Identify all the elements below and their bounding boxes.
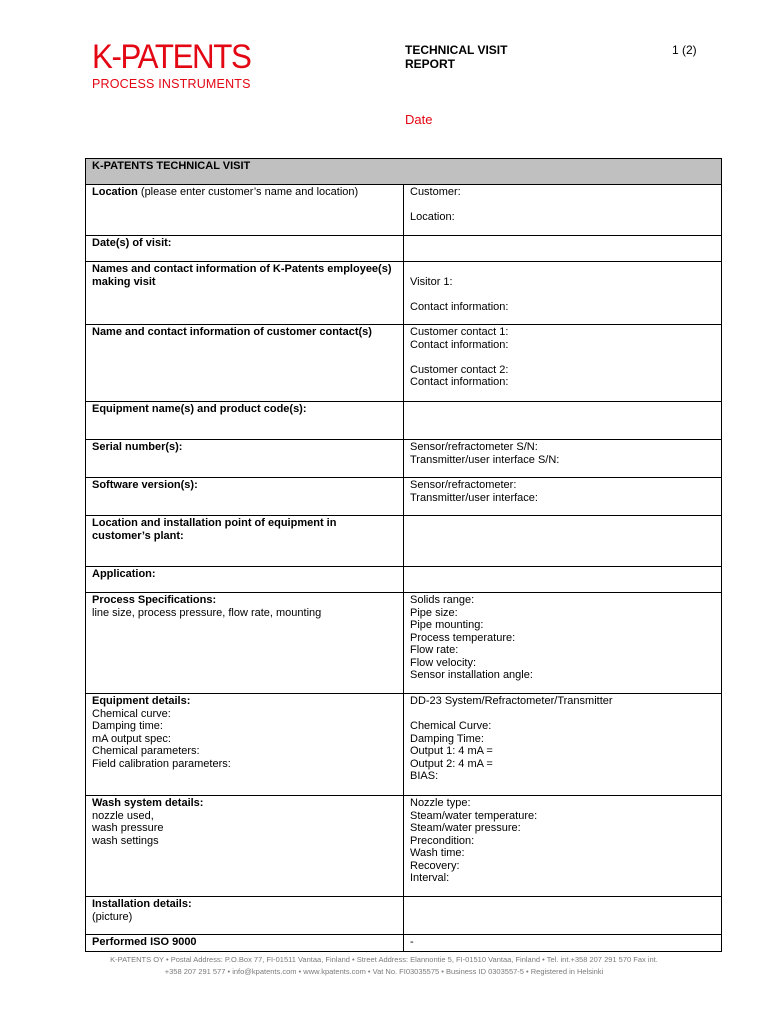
field-value[interactable] <box>404 185 722 236</box>
field-value-line: Contact information: <box>410 376 509 388</box>
field-value-line: Nozzle type: <box>410 797 471 809</box>
form-row <box>86 440 722 478</box>
field-label-note: (please enter customer’s name and location) <box>137 186 359 198</box>
field-label-title: Serial number(s): <box>92 441 183 453</box>
field-label <box>86 478 404 516</box>
field-label <box>86 440 404 478</box>
field-label-title: Date(s) of visit: <box>92 237 172 249</box>
field-label <box>86 325 404 402</box>
field-label <box>86 262 404 325</box>
form-row <box>86 593 722 694</box>
field-value-line: Wash time: <box>410 847 465 859</box>
title-line-2: REPORT <box>405 57 456 71</box>
field-label-title: Process Specifications: <box>92 594 217 606</box>
title-line-1: TECHNICAL VISIT <box>405 43 508 57</box>
field-value-line: Location: <box>410 211 455 223</box>
field-label <box>86 935 404 952</box>
form-row <box>86 897 722 935</box>
form-row <box>86 402 722 440</box>
field-value-line: Steam/water pressure: <box>410 822 521 834</box>
form-row <box>86 478 722 516</box>
field-value-line: Sensor installation angle: <box>410 669 533 681</box>
field-value-line: Pipe mounting: <box>410 619 484 631</box>
field-label <box>86 402 404 440</box>
field-label-title: Software version(s): <box>92 479 198 491</box>
field-label-title: Installation details: <box>92 898 192 910</box>
field-value[interactable] <box>404 796 722 897</box>
field-value-line: Customer contact 2: <box>410 363 509 376</box>
field-value[interactable] <box>404 478 722 516</box>
field-label-title: Location and installation point of equipment in customer’s plant: <box>92 517 337 542</box>
form-row <box>86 694 722 796</box>
field-value-line: Output 1: 4 mA = <box>410 745 493 757</box>
document-title <box>405 43 507 71</box>
page-number: 1 (2) <box>672 43 697 57</box>
field-label-note: line size, process pressure, flow rate, mounting <box>92 606 322 619</box>
field-label-title: Names and contact information of K-Patents employee(s) making visit <box>92 263 392 288</box>
field-value-line <box>410 708 715 721</box>
field-value-line: BIAS: <box>410 770 439 782</box>
field-value-line: DD-23 System/Refractometer/Transmitter <box>410 695 613 707</box>
field-label-title: Equipment details: <box>92 695 191 707</box>
field-value-line: Flow velocity: <box>410 656 477 669</box>
field-label-title: Performed ISO 9000 <box>92 936 197 948</box>
field-value-line: Contact information: <box>410 300 509 313</box>
field-label-title: Name and contact information of customer contact(s) <box>92 326 372 338</box>
field-value[interactable] <box>404 935 722 952</box>
field-value[interactable] <box>404 516 722 567</box>
field-value-line <box>410 288 715 301</box>
logo-tagline: PROCESS INSTRUMENTS <box>92 77 251 91</box>
field-value-line: Sensor/refractometer S/N: <box>410 441 538 453</box>
field-value[interactable] <box>404 325 722 402</box>
field-label <box>86 694 404 796</box>
field-value-line: Damping Time: <box>410 732 484 745</box>
field-value[interactable] <box>404 567 722 593</box>
field-value[interactable] <box>404 897 722 935</box>
field-value-line: Interval: <box>410 872 450 884</box>
field-label-note: nozzle used, wash pressure wash settings <box>92 809 164 847</box>
form-row <box>86 262 722 325</box>
field-value-line: Pipe size: <box>410 606 458 619</box>
field-value[interactable] <box>404 694 722 796</box>
field-value-line: Visitor 1: <box>410 275 453 288</box>
field-value-line <box>410 199 715 212</box>
logo-wordmark: K-PATENTS <box>92 38 251 76</box>
form-row <box>86 935 722 952</box>
field-value-line: Output 2: 4 mA = <box>410 757 493 770</box>
field-value-line: - <box>410 936 414 948</box>
form-row <box>86 236 722 262</box>
field-label-note: Chemical curve: Damping time: mA output spec: Chemical parameters: Field calibration parameters: <box>92 707 231 770</box>
field-label <box>86 567 404 593</box>
company-logo <box>92 40 264 91</box>
field-value-line <box>410 263 715 276</box>
field-value-line: Flow rate: <box>410 644 459 656</box>
field-value-line: Solids range: <box>410 594 475 606</box>
field-value-line: Transmitter/user interface S/N: <box>410 453 560 466</box>
field-label <box>86 897 404 935</box>
form-row <box>86 516 722 567</box>
form-row <box>86 796 722 897</box>
field-label <box>86 516 404 567</box>
field-value-line: Customer: <box>410 186 461 198</box>
field-label-title: Wash system details: <box>92 797 204 809</box>
form-row <box>86 325 722 402</box>
field-label <box>86 593 404 694</box>
field-value-line: Chemical Curve: <box>410 720 492 732</box>
field-label-title: Equipment name(s) and product code(s): <box>92 403 307 415</box>
field-value-line: Steam/water temperature: <box>410 809 538 822</box>
field-value[interactable] <box>404 402 722 440</box>
field-value[interactable] <box>404 262 722 325</box>
field-value[interactable] <box>404 236 722 262</box>
field-value[interactable] <box>404 440 722 478</box>
field-value-line <box>410 351 715 364</box>
form-header-row <box>86 159 722 185</box>
footer-contact: +358 207 291 577 • info@kpatents.com • www.kpatents.com • Vat No. FI03035575 • Business ID 0303557-5 • Registered in Helsinki <box>164 967 604 976</box>
form-row <box>86 567 722 593</box>
field-value-line: Precondition: <box>410 834 475 847</box>
footer-address: K-PATENTS OY • Postal Address: P.O.Box 77, FI-01511 Vantaa, Finland • Street Address: Elannontie 5, FI-01510 Vantaa, Finland • Tel. int.+358 207 291 570 Fax int. <box>110 955 658 964</box>
field-value-line: Process temperature: <box>410 631 516 644</box>
field-label-title: Location <box>92 186 138 198</box>
field-value[interactable] <box>404 593 722 694</box>
field-label <box>86 796 404 897</box>
form-title: K-PATENTS TECHNICAL VISIT <box>86 159 722 185</box>
field-label <box>86 185 404 236</box>
field-value-line: Sensor/refractometer: <box>410 479 517 491</box>
visit-form-table <box>85 158 722 952</box>
form-row <box>86 185 722 236</box>
field-value-line: Customer contact 1: <box>410 326 509 338</box>
field-label-note: (picture) <box>92 910 133 923</box>
field-value-line: Transmitter/user interface: <box>410 491 538 504</box>
field-label <box>86 236 404 262</box>
field-value-line: Recovery: <box>410 859 460 872</box>
date-label: Date <box>405 112 433 127</box>
field-value-line: Contact information: <box>410 338 509 351</box>
field-label-title: Application: <box>92 568 156 580</box>
